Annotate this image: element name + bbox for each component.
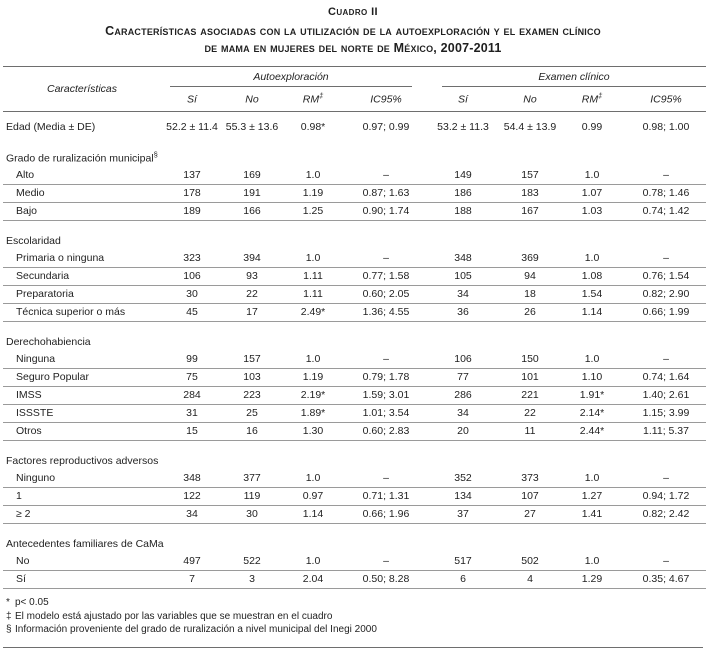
cell-value: 1.0 (561, 351, 623, 369)
cell-value: 52.2 ± 11.4 (166, 120, 218, 133)
cell-value: 27 (499, 506, 561, 524)
cell-value: 0.97; 0.99 (362, 120, 410, 133)
group-label-examen-clinico: Examen clínico (442, 71, 706, 87)
section-label: Factores reproductivos adversos (6, 455, 159, 467)
cell-value: 55.3 ± 13.6 (225, 120, 279, 133)
cell-value: 18 (499, 286, 561, 304)
cell-value: 348 (161, 470, 223, 488)
cell-value: 1.0 (281, 553, 345, 571)
subcol-header-no-auto (223, 88, 281, 111)
table-row (3, 250, 706, 268)
table-row (3, 111, 706, 136)
cell-value: 1.19 (281, 369, 345, 387)
section-sup: § (153, 149, 158, 159)
footnote-symbol: § (6, 624, 12, 635)
subcol-header-rm-auto (281, 88, 345, 111)
table-row (3, 571, 706, 589)
row-label: Seguro Popular (3, 369, 161, 387)
cell-value: 221 (499, 387, 561, 405)
cell-value: 0.35; 4.67 (623, 571, 706, 589)
cell-value: 1.11 (281, 268, 345, 286)
group-header-row (3, 67, 706, 89)
cell-value: 373 (499, 470, 561, 488)
cell-value: 2.44* (561, 423, 623, 441)
cell-value: 284 (161, 387, 223, 405)
cell-value: 1.15; 3.99 (623, 405, 706, 423)
cell-value: – (623, 351, 706, 369)
table-title-line2: de mama en mujeres del norte de México, 2007-2011 (204, 41, 502, 55)
cell-value: 137 (161, 167, 223, 185)
table-header (3, 67, 706, 112)
cell-value: 497 (161, 553, 223, 571)
cell-value: 0.71; 1.31 (345, 488, 427, 506)
group-header-autoexploracion (161, 67, 427, 89)
cell-value: 119 (223, 488, 281, 506)
cell-value: – (623, 167, 706, 185)
cell-value: 2.19* (281, 387, 345, 405)
cell-value: 107 (499, 488, 561, 506)
table-row (3, 423, 706, 441)
footnote-symbol: * (6, 597, 10, 608)
row-label: ≥ 2 (3, 506, 161, 524)
cell-value: 22 (223, 286, 281, 304)
cell-value: 188 (427, 203, 499, 221)
table-title (3, 23, 703, 57)
cell-value: 1.0 (281, 250, 345, 268)
table-row (3, 286, 706, 304)
cell-value: 522 (223, 553, 281, 571)
cell-value: 0.74; 1.42 (623, 203, 706, 221)
cell-value: 31 (161, 405, 223, 423)
table-row (3, 405, 706, 423)
row-label: No (3, 553, 161, 571)
row-label: 1 (3, 488, 161, 506)
cell-value: 186 (427, 185, 499, 203)
statistics-table (3, 66, 706, 589)
cell-value: 11 (499, 423, 561, 441)
cell-value: 106 (161, 268, 223, 286)
cell-value: 1.40; 2.61 (623, 387, 706, 405)
cell-value: 17 (223, 304, 281, 322)
cell-value: 323 (161, 250, 223, 268)
cell-value: 53.2 ± 11.3 (437, 120, 489, 133)
cell-value: 134 (427, 488, 499, 506)
cell-value: 0.87; 1.63 (345, 185, 427, 203)
cell-value: 0.78; 1.46 (623, 185, 706, 203)
section-row (3, 221, 706, 251)
table-row (3, 387, 706, 405)
cell-value: 34 (427, 286, 499, 304)
cell-value: 0.66; 1.96 (345, 506, 427, 524)
cell-value: 22 (499, 405, 561, 423)
cell-value: 15 (161, 423, 223, 441)
table-row (3, 506, 706, 524)
subcol-label: RM (581, 93, 599, 106)
subcol-label: RM (302, 93, 320, 106)
subcol-header-si-auto (161, 88, 223, 111)
table-row (3, 167, 706, 185)
cell-value: 4 (499, 571, 561, 589)
cell-value: 1.0 (561, 470, 623, 488)
subcol-label: Sí (187, 93, 197, 106)
row-label: Medio (3, 185, 161, 203)
row-label: Ninguno (3, 470, 161, 488)
cell-value: 0.82; 2.90 (623, 286, 706, 304)
table-title-block (3, 6, 703, 57)
table-number: Cuadro II (327, 6, 379, 18)
cell-value: 166 (223, 203, 281, 221)
cell-value: 75 (161, 369, 223, 387)
cell-value: 2.14* (561, 405, 623, 423)
footnote-text: p< 0.05 (15, 597, 49, 608)
cell-value: 3 (223, 571, 281, 589)
cell-value: – (623, 250, 706, 268)
cell-value: 0.82; 2.42 (623, 506, 706, 524)
cell-value: 30 (223, 506, 281, 524)
cell-value: 0.90; 1.74 (345, 203, 427, 221)
cell-value: – (623, 553, 706, 571)
cell-value: 2.49* (281, 304, 345, 322)
cell-value: 1.01; 3.54 (345, 405, 427, 423)
cell-value: 1.08 (561, 268, 623, 286)
cell-value: 54.4 ± 13.9 (503, 120, 557, 133)
footnote (6, 610, 700, 624)
table-row (3, 268, 706, 286)
cell-value: 93 (223, 268, 281, 286)
cell-value: 34 (427, 405, 499, 423)
section-row (3, 441, 706, 471)
cell-value: 1.41 (561, 506, 623, 524)
footnote-symbol: ‡ (6, 610, 12, 622)
row-label: Secundaria (3, 268, 161, 286)
table-row (3, 369, 706, 387)
cell-value: 223 (223, 387, 281, 405)
cell-value: 106 (427, 351, 499, 369)
cell-value: 169 (223, 167, 281, 185)
subcol-label: IC95% (370, 93, 402, 106)
cell-value: 0.50; 8.28 (345, 571, 427, 589)
cell-value: 191 (223, 185, 281, 203)
cell-value: 1.19 (281, 185, 345, 203)
cell-value: 1.29 (561, 571, 623, 589)
row-label: Otros (3, 423, 161, 441)
cell-value: 149 (427, 167, 499, 185)
footnote-text: El modelo está ajustado por las variables que se muestran en el cuadro (15, 610, 333, 622)
cell-value: 6 (427, 571, 499, 589)
cell-value: 183 (499, 185, 561, 203)
cell-value: 0.97 (281, 488, 345, 506)
cell-value: 167 (499, 203, 561, 221)
row-label: Sí (3, 571, 161, 589)
row-label: Bajo (3, 203, 161, 221)
cell-value: 1.91* (561, 387, 623, 405)
cell-value: 189 (161, 203, 223, 221)
cell-value: 1.0 (561, 553, 623, 571)
section-label: Antecedentes familiares de CaMa (6, 538, 164, 550)
table-body (3, 111, 706, 589)
section-label: Derechohabiencia (6, 336, 91, 348)
row-label: Alto (3, 167, 161, 185)
cell-value: 2.04 (281, 571, 345, 589)
cell-value: 0.76; 1.54 (623, 268, 706, 286)
cell-value: 0.66; 1.99 (623, 304, 706, 322)
cell-value: 1.03 (561, 203, 623, 221)
cell-value: 1.36; 4.55 (345, 304, 427, 322)
cell-value: 0.94; 1.72 (623, 488, 706, 506)
group-label-autoexploracion: Autoexploración (170, 71, 412, 87)
cell-value: 0.98; 1.00 (642, 120, 690, 133)
footnote (6, 623, 700, 637)
cell-value: 0.79; 1.78 (345, 369, 427, 387)
cell-value: 1.0 (281, 351, 345, 369)
cell-value: – (345, 351, 427, 369)
cell-value: 1.27 (561, 488, 623, 506)
cell-value: 34 (161, 506, 223, 524)
table-row (3, 304, 706, 322)
subcol-sup: ‡ (598, 91, 603, 100)
cell-value: 1.59; 3.01 (345, 387, 427, 405)
cell-value: 178 (161, 185, 223, 203)
section-row (3, 322, 706, 352)
table-row (3, 553, 706, 571)
row-label: IMSS (3, 387, 161, 405)
cell-value: 7 (161, 571, 223, 589)
cell-value: 16 (223, 423, 281, 441)
cell-value: – (345, 250, 427, 268)
cell-value: 45 (161, 304, 223, 322)
row-label: Edad (Media ± DE) (6, 120, 96, 133)
cell-value: 105 (427, 268, 499, 286)
table-row (3, 203, 706, 221)
cell-value: 352 (427, 470, 499, 488)
cell-value: 1.89* (281, 405, 345, 423)
row-label: Técnica superior o más (3, 304, 161, 322)
cell-value: 0.77; 1.58 (345, 268, 427, 286)
cell-value: 157 (499, 167, 561, 185)
cell-value: 25 (223, 405, 281, 423)
cell-value: 94 (499, 268, 561, 286)
cell-value: – (345, 553, 427, 571)
cell-value: – (345, 167, 427, 185)
cell-value: 26 (499, 304, 561, 322)
cell-value: 77 (427, 369, 499, 387)
cell-value: 1.0 (561, 250, 623, 268)
cell-value: – (345, 470, 427, 488)
table-row (3, 185, 706, 203)
subcol-header-rm-examen (561, 88, 623, 111)
group-header-examen-clinico (427, 67, 706, 89)
row-label: Preparatoria (3, 286, 161, 304)
cell-value: 36 (427, 304, 499, 322)
cell-value: 20 (427, 423, 499, 441)
section-row (3, 524, 706, 554)
subcol-label: Sí (458, 93, 468, 106)
cell-value: 1.14 (281, 506, 345, 524)
table-title-line1: Características asociadas con la utilización de la autoexploración y el examen clínico (105, 24, 601, 38)
table-row (3, 488, 706, 506)
footnote (6, 596, 700, 610)
cell-value: 502 (499, 553, 561, 571)
cell-value: 1.11; 5.37 (623, 423, 706, 441)
cell-value: 0.98* (300, 120, 326, 133)
cell-value: 103 (223, 369, 281, 387)
bottom-rule (3, 647, 703, 648)
subcol-header-si-examen (427, 88, 499, 111)
row-label: ISSSTE (3, 405, 161, 423)
table-row (3, 351, 706, 369)
footnote-text: Información proveniente del grado de ruralización a nivel municipal del Inegi 2000 (15, 624, 377, 635)
cell-value: 157 (223, 351, 281, 369)
cell-value: 1.0 (561, 167, 623, 185)
cell-value: 37 (427, 506, 499, 524)
subcol-label: IC95% (650, 93, 682, 106)
row-label: Primaria o ninguna (3, 250, 161, 268)
cell-value: 286 (427, 387, 499, 405)
footnotes (3, 589, 703, 637)
cell-value: 348 (427, 250, 499, 268)
section-label: Escolaridad (6, 235, 61, 247)
cell-value: 150 (499, 351, 561, 369)
column-header-caracteristicas: Características (3, 67, 161, 112)
cell-value: 0.60; 2.05 (345, 286, 427, 304)
cell-value: 122 (161, 488, 223, 506)
cell-value: 1.07 (561, 185, 623, 203)
cell-value: 377 (223, 470, 281, 488)
row-label: Ninguna (3, 351, 161, 369)
subcol-label: No (245, 93, 259, 106)
cell-value: – (623, 470, 706, 488)
cell-value: 369 (499, 250, 561, 268)
cell-value: 1.25 (281, 203, 345, 221)
subcol-header-ic95-auto (345, 88, 427, 111)
cell-value: 1.14 (561, 304, 623, 322)
cell-value: 1.30 (281, 423, 345, 441)
cell-value: 1.54 (561, 286, 623, 304)
subcol-sup: ‡ (319, 91, 324, 100)
table-row (3, 470, 706, 488)
cell-value: 1.10 (561, 369, 623, 387)
section-label: Grado de ruralización municipal§ (6, 149, 158, 164)
cell-value: 0.60; 2.83 (345, 423, 427, 441)
cell-value: 30 (161, 286, 223, 304)
cell-value: 1.0 (281, 167, 345, 185)
cell-value: 517 (427, 553, 499, 571)
cell-value: 0.74; 1.64 (623, 369, 706, 387)
cell-value: 0.99 (581, 120, 603, 133)
subcol-label: No (523, 93, 537, 106)
cell-value: 1.0 (281, 470, 345, 488)
cell-value: 99 (161, 351, 223, 369)
cell-value: 394 (223, 250, 281, 268)
subcol-header-ic95-examen (623, 88, 706, 111)
cell-value: 1.11 (281, 286, 345, 304)
cell-value: 101 (499, 369, 561, 387)
subcol-header-no-examen (499, 88, 561, 111)
section-row (3, 136, 706, 168)
